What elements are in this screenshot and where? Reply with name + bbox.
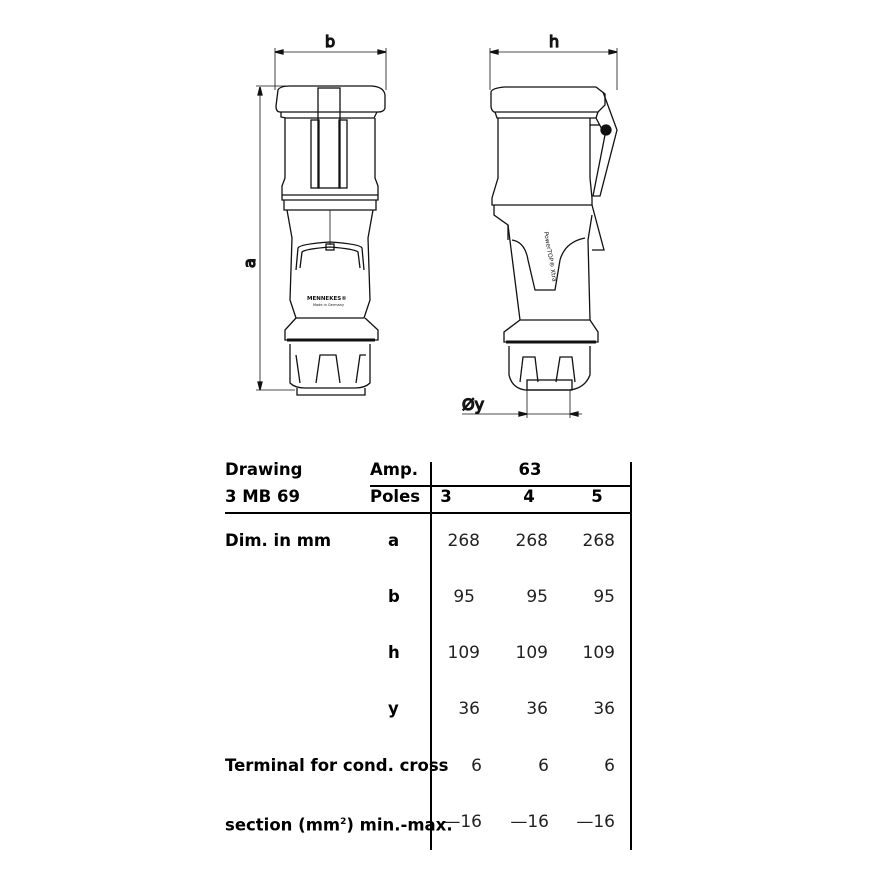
svg-text:MENNEKES®: MENNEKES®: [307, 296, 347, 302]
amp-label: Amp.: [370, 460, 419, 479]
row-key: b: [388, 587, 400, 606]
terminal-label-cont: [225, 812, 453, 836]
cell-value: 36: [593, 699, 615, 719]
cell-value: 109: [515, 643, 548, 663]
terminal-label-post: ) min.-max.: [346, 815, 453, 835]
drawing-number: 3 MB 69: [225, 487, 300, 506]
dim-y-label: Øy: [462, 395, 485, 414]
terminal-label: Terminal for cond. cross: [225, 756, 449, 775]
cell-value: 109: [582, 643, 615, 663]
side-view: [462, 32, 617, 418]
terminal-label-pre: section (mm: [225, 815, 341, 835]
cell-value: 95: [453, 587, 475, 607]
front-view: [240, 32, 386, 395]
cell-value: 268: [582, 531, 615, 551]
poles-value: 5: [591, 487, 603, 506]
terminal-label-sup: 2: [340, 817, 347, 827]
dim-h-label: h: [549, 32, 560, 51]
poles-value: 4: [523, 487, 535, 506]
cell-value: 36: [526, 699, 548, 719]
amp-value: 63: [518, 460, 542, 479]
dim-b-label: b: [325, 32, 336, 51]
cell-value: 36: [458, 699, 480, 719]
terminal-max: —16: [510, 812, 549, 832]
terminal-max: —16: [576, 812, 615, 832]
poles-value: 3: [440, 487, 452, 506]
svg-text:Made in Germany: Made in Germany: [313, 303, 345, 307]
dim-a-label: a: [240, 258, 259, 268]
row-key: h: [388, 643, 400, 662]
table-divider: [225, 512, 632, 514]
row-key: a: [388, 531, 400, 550]
cell-value: 268: [515, 531, 548, 551]
terminal-min: 6: [471, 756, 482, 776]
technical-drawing: [0, 0, 882, 440]
terminal-min: 6: [538, 756, 549, 776]
terminal-max: —16: [443, 812, 482, 832]
cell-value: 95: [593, 587, 615, 607]
poles-label: Poles: [370, 487, 421, 506]
cell-value: 268: [447, 531, 480, 551]
drawing-label: Drawing: [225, 460, 303, 479]
row-key: y: [388, 699, 399, 718]
svg-text:PowerTOP® Xtra: PowerTOP® Xtra: [542, 231, 558, 283]
cell-value: 95: [526, 587, 548, 607]
terminal-min: 6: [604, 756, 615, 776]
table-border-right: [630, 462, 632, 850]
dim-label: Dim. in mm: [225, 531, 332, 550]
cell-value: 109: [447, 643, 480, 663]
